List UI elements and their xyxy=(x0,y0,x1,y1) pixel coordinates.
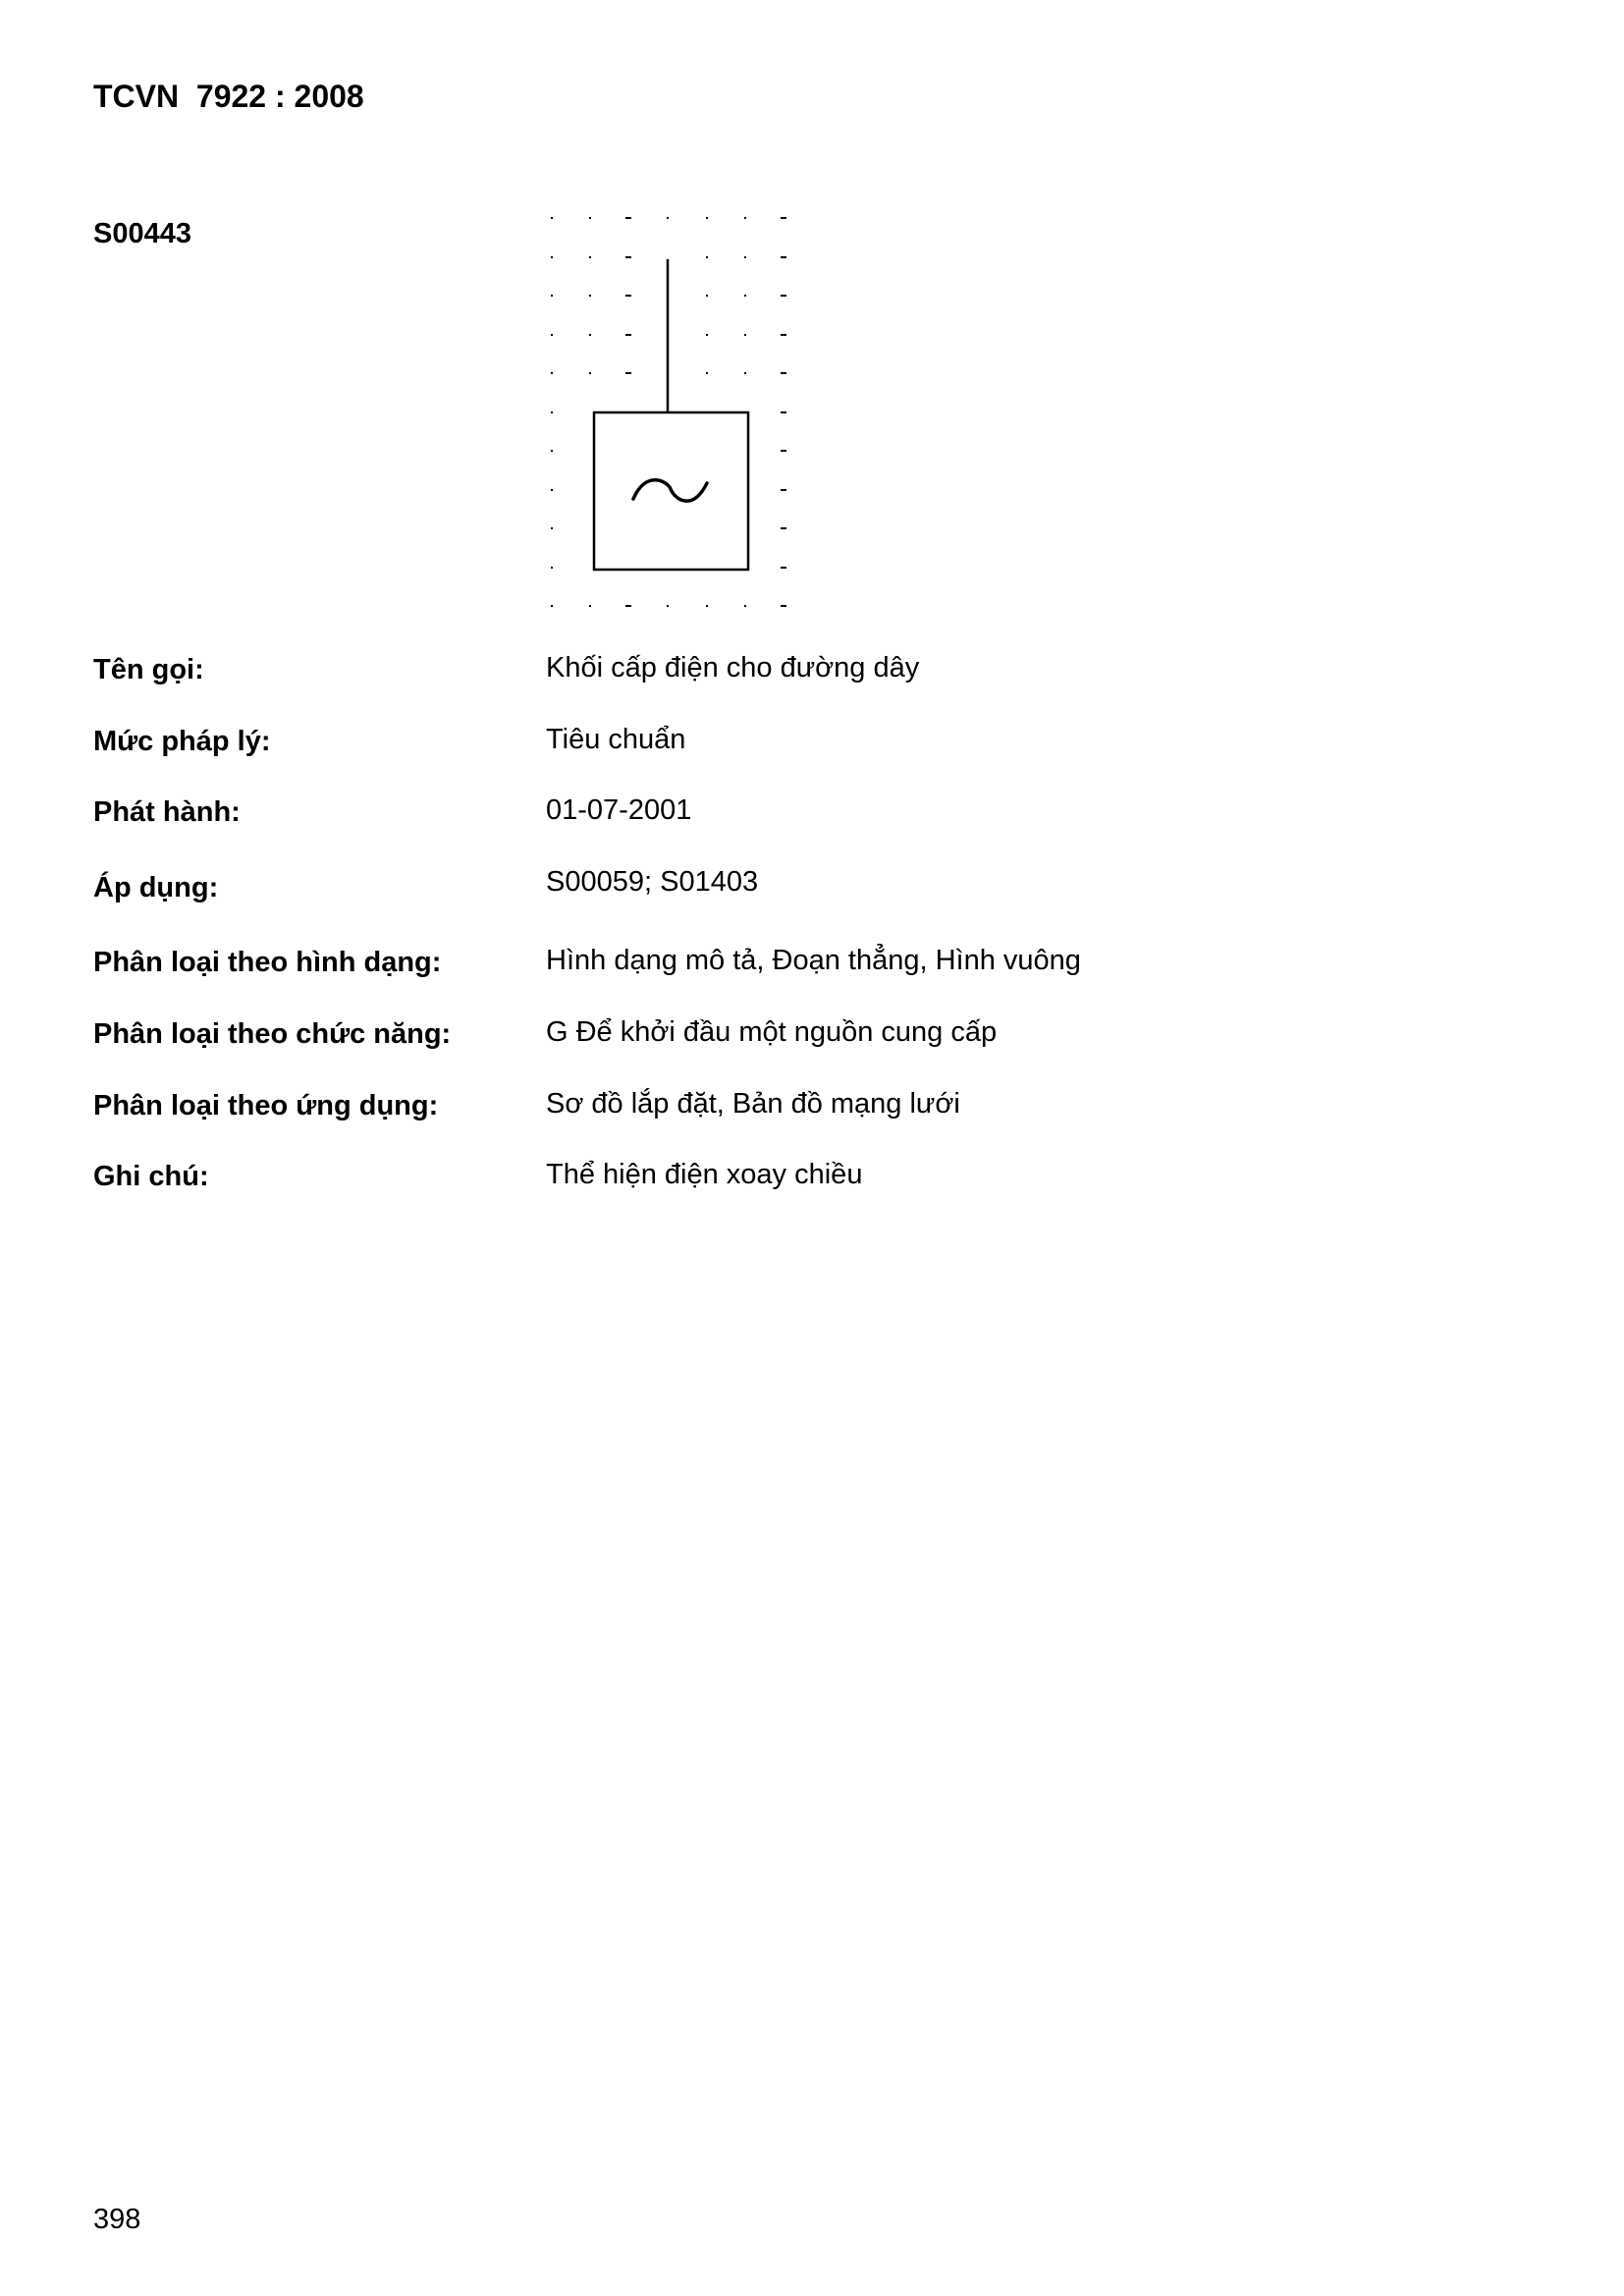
ac-supply-block-symbol-icon xyxy=(530,196,825,629)
field-value-function-classification: G Để khởi đầu một nguồn cung cấp xyxy=(546,1016,998,1048)
field-label-legal-level: Mức pháp lý: xyxy=(93,726,271,757)
field-value-shape-classification: Hình dạng mô tả, Đoạn thẳng, Hình vuông xyxy=(546,945,1081,976)
field-label-name: Tên gọi: xyxy=(93,654,204,685)
symbol-code: S00443 xyxy=(93,218,191,249)
field-label-application-classification: Phân loại theo ứng dụng: xyxy=(93,1090,439,1121)
field-value-legal-level: Tiêu chuẩn xyxy=(546,724,686,755)
field-label-function-classification: Phân loại theo chức năng: xyxy=(93,1018,452,1050)
field-value-note: Thể hiện điện xoay chiều xyxy=(546,1159,863,1190)
field-label-note: Ghi chú: xyxy=(93,1161,209,1192)
field-value-applies: S00059; S01403 xyxy=(546,866,759,898)
field-value-name: Khối cấp điện cho đường dây xyxy=(546,652,920,683)
field-value-application-classification: Sơ đồ lắp đặt, Bản đồ mạng lưới xyxy=(546,1088,960,1120)
document-standard-title: TCVN 7922 : 2008 xyxy=(93,79,364,114)
field-value-issued: 01-07-2001 xyxy=(546,794,692,826)
field-label-applies: Áp dụng: xyxy=(93,872,219,903)
field-label-shape-classification: Phân loại theo hình dạng: xyxy=(93,947,442,978)
field-label-issued: Phát hành: xyxy=(93,796,241,828)
alternating-current-tilde-icon xyxy=(633,480,707,501)
page-number: 398 xyxy=(93,2204,141,2235)
